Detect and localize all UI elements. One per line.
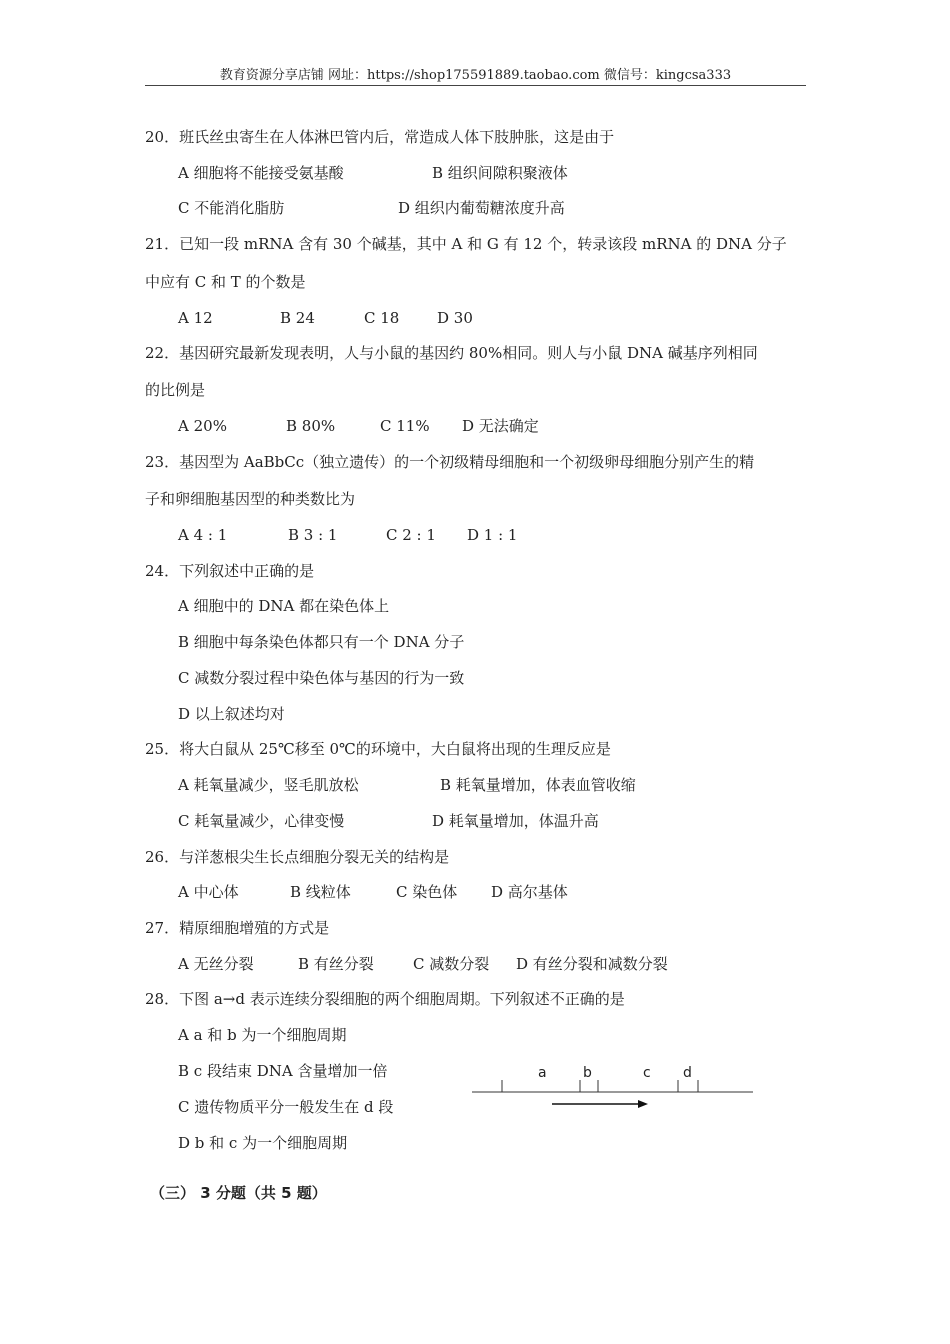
q24-option-d: D 以上叙述均对 <box>178 705 285 723</box>
q20-stem: 20．班氏丝虫寄生在人体淋巴管内后，常造成人体下肢肿胀，这是由于 <box>145 128 615 146</box>
q21-option-a: A 12 <box>178 309 213 327</box>
q26-option-d: D 高尔基体 <box>491 883 568 901</box>
direction-arrow-head <box>638 1100 648 1108</box>
q25-option-c: C 耗氧量减少，心律变慢 <box>178 812 345 830</box>
q28-stem: 28．下图 a→d 表示连续分裂细胞的两个细胞周期。下列叙述不正确的是 <box>145 990 625 1008</box>
q21-option-b: B 24 <box>280 309 315 327</box>
q23-option-d: D 1 : 1 <box>467 526 518 544</box>
q21-option-d: D 30 <box>437 309 473 327</box>
q23-stem-line1: 23．基因型为 AaBbCc（独立遗传）的一个初级精母细胞和一个初级卵母细胞分别产生的精 <box>145 453 755 471</box>
q21-stem-line2: 中应有 C 和 T 的个数是 <box>145 273 306 291</box>
q23-stem-line2: 子和卵细胞基因型的种类数比为 <box>145 490 356 508</box>
q25-stem: 25．将大白鼠从 25℃移至 0℃的环境中，大白鼠将出现的生理反应是 <box>145 740 611 758</box>
q21-stem-line1: 21．已知一段 mRNA 含有 30 个碱基，其中 A 和 G 有 12 个，转录该段 mRNA 的 DNA 分子 <box>145 235 787 253</box>
q22-option-d: D 无法确定 <box>462 417 539 435</box>
segment-label-c: c <box>643 1065 651 1081</box>
q23-option-b: B 3 : 1 <box>288 526 338 544</box>
q21-option-c: C 18 <box>364 309 400 327</box>
segment-label-d: d <box>683 1065 692 1081</box>
q26-option-c: C 染色体 <box>396 883 458 901</box>
q25-option-d: D 耗氧量增加，体温升高 <box>432 812 599 830</box>
q26-option-a: A 中心体 <box>178 883 239 901</box>
q22-stem-line2: 的比例是 <box>145 381 206 399</box>
q22-stem-line1: 22．基因研究最新发现表明，人与小鼠的基因约 80%相同。则人与小鼠 DNA 碱基序列相同 <box>145 344 758 362</box>
segment-label-a: a <box>538 1065 547 1081</box>
q27-option-b: B 有丝分裂 <box>298 955 374 973</box>
header-rule <box>145 85 806 86</box>
q27-stem: 27．精原细胞增殖的方式是 <box>145 919 330 937</box>
q22-option-b: B 80% <box>286 417 336 435</box>
q20-option-a: A 细胞将不能接受氨基酸 <box>178 164 344 182</box>
q20-option-c: C 不能消化脂肪 <box>178 199 285 217</box>
q24-stem: 24．下列叙述中正确的是 <box>145 562 315 580</box>
q25-option-a: A 耗氧量减少，竖毛肌放松 <box>178 776 359 794</box>
cell-cycle-diagram <box>470 1060 755 1110</box>
q27-option-c: C 减数分裂 <box>413 955 490 973</box>
q20-option-b: B 组织间隙积聚液体 <box>432 164 568 182</box>
segment-label-b: b <box>583 1065 592 1081</box>
q27-option-d: D 有丝分裂和减数分裂 <box>516 955 668 973</box>
page-header: 教育资源分享店铺 网址：https://shop175591889.taobao.com 微信号：kingcsa333 <box>219 68 732 83</box>
q25-option-b: B 耗氧量增加，体表血管收缩 <box>440 776 636 794</box>
q20-option-d: D 组织内葡萄糖浓度升高 <box>398 199 565 217</box>
q23-option-c: C 2 : 1 <box>386 526 436 544</box>
q26-option-b: B 线粒体 <box>290 883 351 901</box>
q27-option-a: A 无丝分裂 <box>178 955 254 973</box>
q28-option-d: D b 和 c 为一个细胞周期 <box>178 1134 348 1152</box>
q24-option-a: A 细胞中的 DNA 都在染色体上 <box>178 597 390 615</box>
q23-option-a: A 4 : 1 <box>178 526 228 544</box>
q22-option-a: A 20% <box>178 417 227 435</box>
q24-option-b: B 细胞中每条染色体都只有一个 DNA 分子 <box>178 633 465 651</box>
q22-option-c: C 11% <box>380 417 430 435</box>
q26-stem: 26．与洋葱根尖生长点细胞分裂无关的结构是 <box>145 848 450 866</box>
section-heading: （三） 3 分题（共 5 题） <box>150 1184 327 1202</box>
q28-option-c: C 遗传物质平分一般发生在 d 段 <box>178 1098 394 1116</box>
q24-option-c: C 减数分裂过程中染色体与基因的行为一致 <box>178 669 465 687</box>
q28-option-a: A a 和 b 为一个细胞周期 <box>178 1026 347 1044</box>
q28-option-b: B c 段结束 DNA 含量增加一倍 <box>178 1062 388 1080</box>
